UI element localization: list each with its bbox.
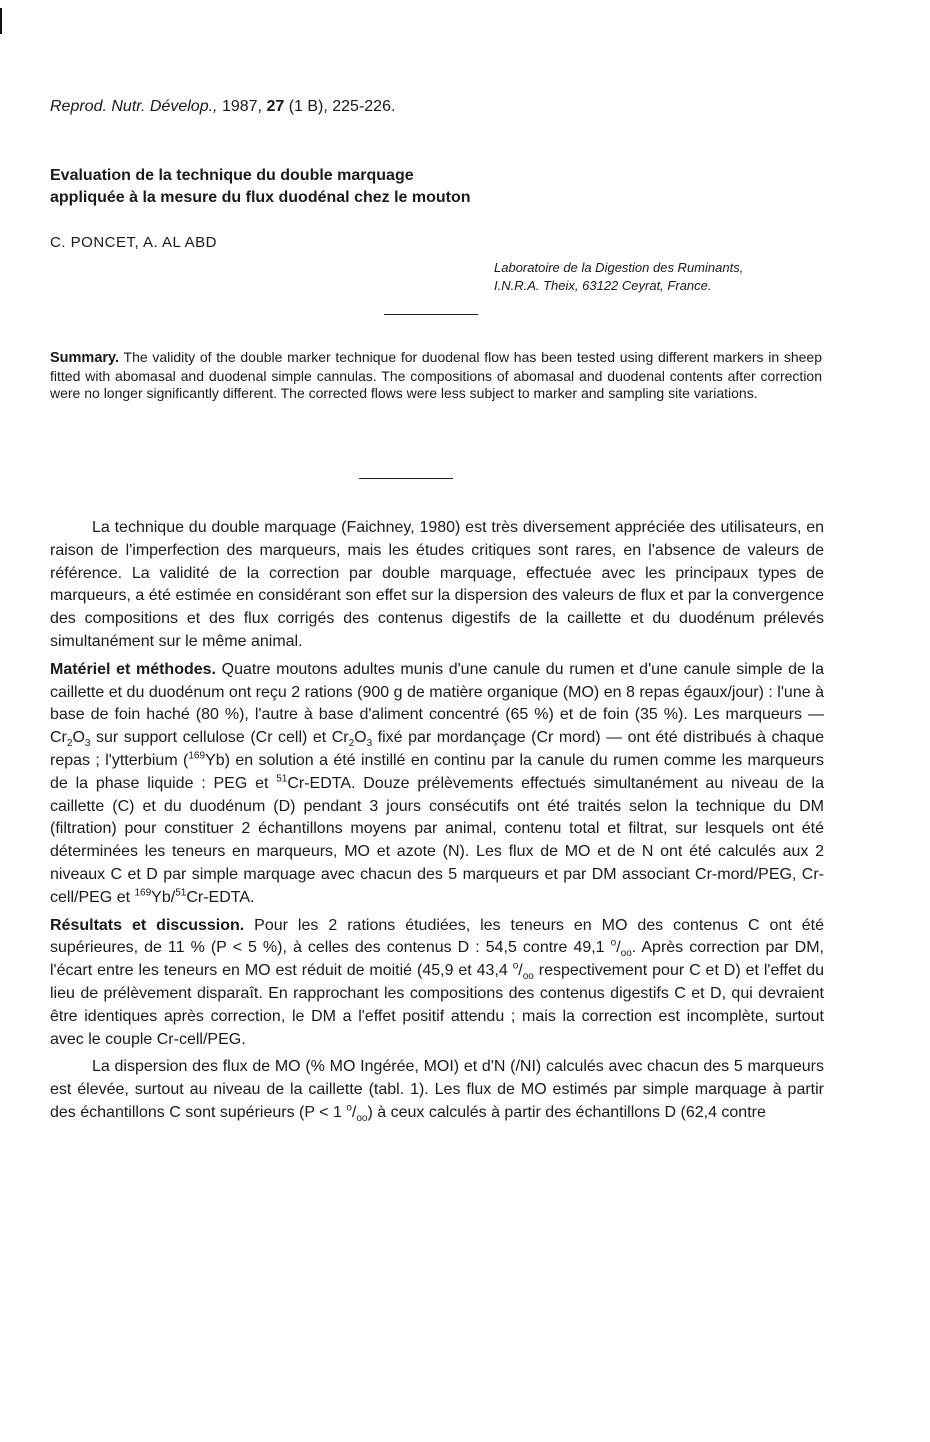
dispersion-paragraph	[50, 1056, 824, 1124]
article-title	[50, 165, 810, 209]
authors: C. PONCET, A. AL ABD	[50, 234, 218, 251]
methods-text: Quatre moutons adultes munis d'une canule du rumen et d'une canule simple de la caillette et du duodénum ont reçu 2 rations (900 g de matière organique (MO) en 8 repas égaux/jour) : l'une à base de foin haché (80 %), l'autre à base d'aliment concentré (65 %) et de foin (35 %). Les marqueurs — $Cr_2O_3$ sur support cellulose (Cr cell) et $Cr_2O_3$ fixé par mordançage (Cr mord) — ont été distribués à chaque repas ; l'ytterbium ($^{169}$Yb) en solution a été instillé en continu par la canule du rumen comme les marqueurs de la phase liquide : PEG et $^{51}$Cr-EDTA. Douze prélèvements effectués simultanément au niveau de la caillette (C) et du duodénum (D) pendant 3 jours consécutifs ont été traités selon la technique du DM (filtration) pour constituer 2 échantillons moyens par animal, contenu total et filtrat, sur lesquels ont été déterminées les teneurs en marqueurs, MO et azote (N). Les flux de MO et de N ont été calculés aux 2 niveaux C et D par simple marquage avec chacun des 5 marqueurs et par DM associant Cr-mord/PEG, Cr-cell/PEG et $^{169}$Yb/$^{51}$Cr-EDTA.	[50, 660, 824, 906]
affiliation	[494, 259, 743, 295]
results-paragraph	[50, 915, 824, 1052]
affiliation-line-2: I.N.R.A. Theix, 63122 Ceyrat, France.	[494, 278, 712, 293]
affiliation-line-1: Laboratoire de la Digestion des Ruminants,	[494, 260, 744, 275]
divider-rule	[384, 314, 478, 315]
summary-abstract	[50, 349, 822, 403]
methods-paragraph	[50, 659, 824, 910]
summary-text: The validity of the double marker technique for duodenal flow has been tested using different markers in sheep fitted with abomasal and duodenal simple cannulas. The compositions of abomasal and duodenal contents after correction were no longer significantly different. The corrected flows were less subject to marker and sampling site variations.	[50, 349, 823, 401]
title-line-2: appliquée à la mesure du flux duodénal chez le mouton	[50, 189, 471, 206]
summary-label: Summary.	[50, 350, 120, 366]
journal-name: Reprod. Nutr. Dévelop.,	[50, 98, 218, 115]
journal-issue-pages: (1 B), 225-226.	[288, 98, 396, 115]
journal-citation	[50, 97, 395, 117]
intro-paragraph	[50, 517, 824, 654]
methods-heading: Matériel et méthodes.	[50, 660, 216, 678]
divider-rule	[359, 478, 453, 479]
page-edge-mark	[0, 8, 2, 34]
dispersion-text: La dispersion des flux de MO (% MO Ingérée, MOI) et d'N (/NI) calculés avec chacun des 5 marqueurs est élevée, surtout au niveau de la caillette (tabl. 1). Les flux de MO estimés par simple marquage à partir des échantillons C sont supérieurs (P < 1 $^o/_{oo}$) à ceux calculés à partir des échantillons D (62,4 contre	[50, 1058, 824, 1125]
journal-volume: 27	[266, 98, 285, 115]
title-line-1: Evaluation de la technique du double marquage	[50, 167, 414, 184]
results-heading: Résultats et discussion.	[50, 916, 245, 934]
article-body	[50, 517, 824, 1130]
intro-text: La technique du double marquage (Faichney, 1980) est très diversement appréciée des utilisateurs, en raison de l'imperfection des marqueurs, mais les études critiques sont rares, en l'absence de valeurs de référence. La validité de la correction par double marquage, effectuée avec les principaux types de marqueurs, a été estimée en considérant son effet sur la dispersion des valeurs de flux et par la convergence des compositions et des flux corrigés des contenus digestifs de la caillette et du duodénum prélevés simultanément sur le même animal.	[50, 519, 824, 650]
journal-year: 1987,	[221, 98, 262, 115]
results-text: Pour les 2 rations étudiées, les teneurs en MO des contenus C ont été supérieures, de 11 % (P < 5 %), à celles des contenus D : 54,5 contre 49,1 $^o/_{oo}$. Après correction par DM, l'écart entre les teneurs en MO est réduit de moitié (45,9 et 43,4 $^o/_{oo}$ respectivement pour C et D) et l'effet du lieu de prélèvement disparaît. En rapprochant les compositions des contenus digestifs C et D, qui devraient être identiques après correction, le DM a l'effet positif attendu ; mais la correction est incomplète, surtout avec le couple Cr-cell/PEG.	[50, 916, 825, 1048]
